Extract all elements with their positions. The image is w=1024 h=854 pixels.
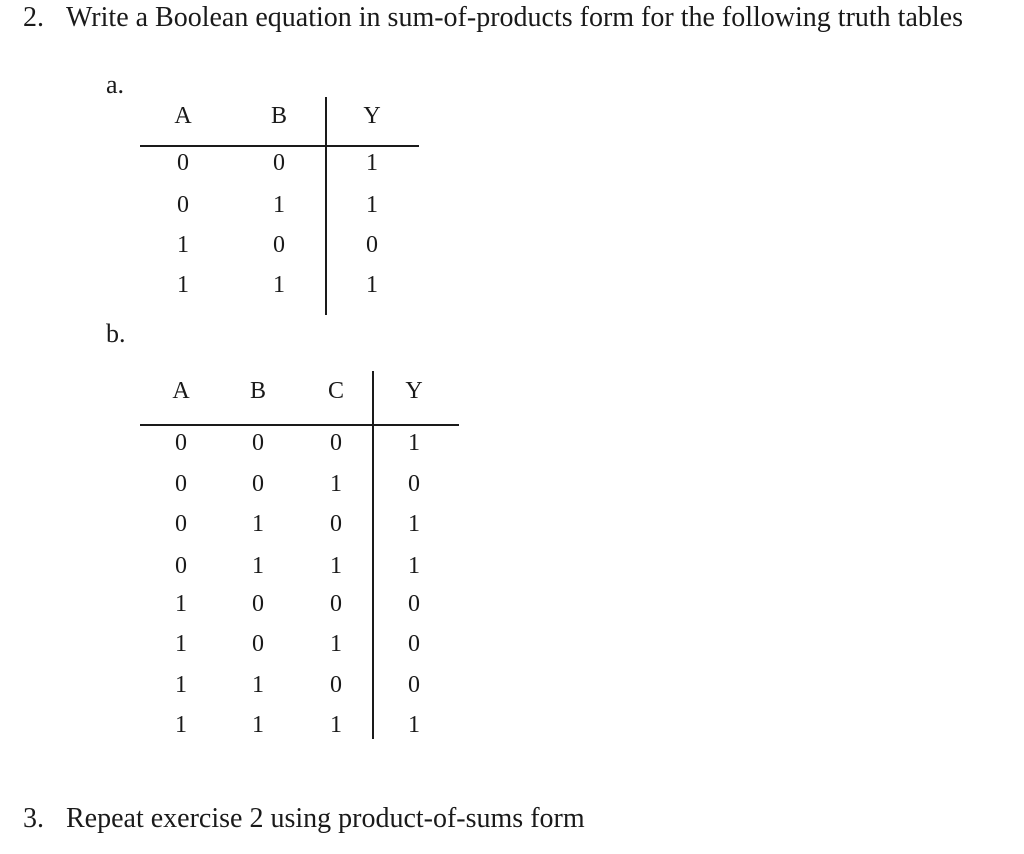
table-cell: 0: [252, 591, 264, 617]
table-cell: 0: [175, 430, 187, 456]
table-cell: 0: [273, 150, 285, 176]
table-cell: 0: [330, 511, 342, 537]
table-cell: 1: [273, 272, 285, 298]
table-cell: 0: [408, 471, 420, 497]
part-a-header-b: B: [270, 103, 287, 129]
table-cell: 0: [408, 672, 420, 698]
table-cell: 0: [175, 553, 187, 579]
table-cell: 1: [175, 631, 187, 657]
table-cell: 0: [252, 430, 264, 456]
truth-table-b-header-rule: [140, 424, 459, 426]
exercise-2-number: 2.: [23, 2, 44, 33]
table-cell: 0: [408, 631, 420, 657]
table-cell: 1: [175, 672, 187, 698]
part-a-label: a.: [106, 70, 125, 99]
part-b-label: b.: [106, 319, 126, 348]
table-cell: 1: [330, 553, 342, 579]
exercise-3-number: 3.: [23, 803, 44, 834]
table-cell: 1: [252, 511, 264, 537]
table-cell: 1: [330, 631, 342, 657]
table-cell: 0: [252, 631, 264, 657]
table-cell: 1: [408, 511, 420, 537]
table-cell: 1: [408, 553, 420, 579]
table-cell: 1: [177, 272, 189, 298]
table-cell: 1: [408, 430, 420, 456]
exercise-2-prompt: Write a Boolean equation in sum-of-products form for the following truth tables: [66, 2, 963, 33]
table-cell: 0: [175, 511, 187, 537]
table-cell: 0: [175, 471, 187, 497]
table-cell: 1: [330, 471, 342, 497]
table-cell: 1: [177, 232, 189, 258]
table-cell: 0: [408, 591, 420, 617]
table-cell: 0: [330, 672, 342, 698]
table-cell: 1: [252, 672, 264, 698]
table-cell: 1: [175, 591, 187, 617]
table-cell: 1: [366, 192, 378, 218]
truth-table-b-output-divider: [372, 371, 374, 739]
table-cell: 0: [252, 471, 264, 497]
table-cell: 1: [175, 712, 187, 738]
table-cell: 1: [366, 272, 378, 298]
part-b-header-b: B: [249, 378, 266, 404]
table-cell: 0: [330, 591, 342, 617]
table-cell: 0: [273, 232, 285, 258]
exercise-3-prompt: Repeat exercise 2 using product-of-sums form: [66, 803, 585, 834]
part-a-header-a: A: [174, 103, 192, 129]
table-cell: 1: [252, 712, 264, 738]
table-cell: 1: [252, 553, 264, 579]
table-cell: 0: [177, 150, 189, 176]
table-cell: 0: [366, 232, 378, 258]
table-cell: 0: [177, 192, 189, 218]
part-b-header-a: A: [172, 378, 190, 404]
part-a-header-y: Y: [363, 103, 381, 129]
part-b-header-c: C: [327, 378, 344, 404]
table-cell: 0: [330, 430, 342, 456]
table-cell: 1: [330, 712, 342, 738]
table-cell: 1: [408, 712, 420, 738]
table-cell: 1: [366, 150, 378, 176]
part-b-header-y: Y: [405, 378, 423, 404]
table-cell: 1: [273, 192, 285, 218]
